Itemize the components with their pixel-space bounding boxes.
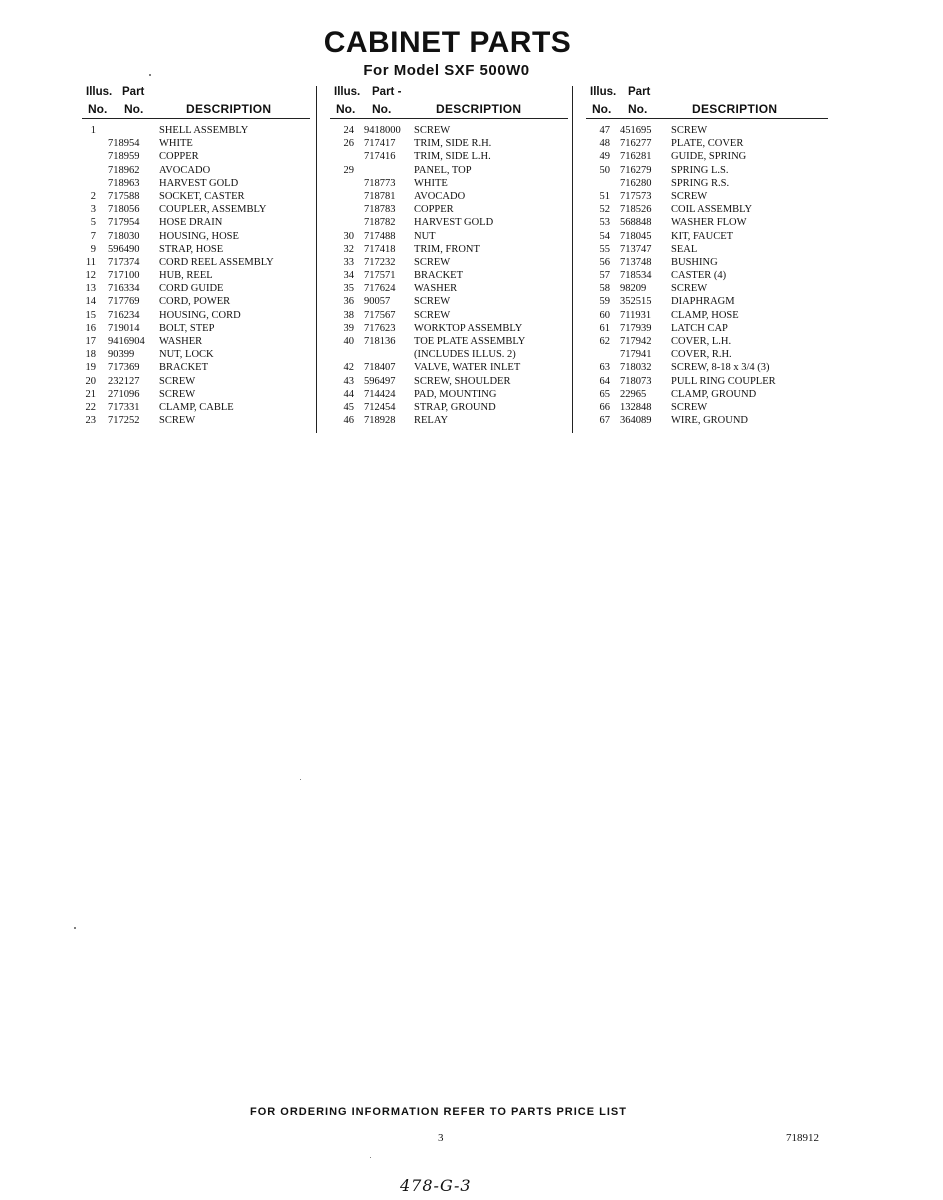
part-description: PLATE, COVER bbox=[671, 138, 744, 150]
part-description: SCREW bbox=[159, 388, 196, 400]
part-number: 713748 bbox=[620, 256, 652, 268]
part-description: BUSHING bbox=[671, 256, 718, 268]
illus-number: 57 bbox=[599, 270, 610, 282]
part-number: 717939 bbox=[620, 322, 652, 334]
part-number: 568848 bbox=[620, 217, 652, 229]
part-description: COVER, R.H. bbox=[671, 349, 732, 361]
part-description: TRIM, SIDE R.H. bbox=[414, 138, 492, 150]
part-description: NUT, LOCK bbox=[159, 349, 214, 361]
illus-number: 61 bbox=[599, 322, 610, 334]
part-number: 22965 bbox=[620, 388, 647, 400]
part-description: SCREW bbox=[414, 125, 451, 136]
illus-number: 16 bbox=[85, 322, 96, 334]
illus-number: 36 bbox=[343, 296, 354, 308]
handwritten-reference: 478-G-3 bbox=[400, 1176, 472, 1195]
illus-number: 26 bbox=[343, 138, 354, 150]
part-number: 713747 bbox=[620, 243, 652, 255]
part-description: WASHER bbox=[414, 283, 458, 295]
part-description: VALVE, WATER INLET bbox=[414, 362, 521, 374]
part-number: 711931 bbox=[620, 309, 652, 321]
part-number: 716277 bbox=[620, 138, 652, 150]
part-description: SPRING L.S. bbox=[671, 164, 729, 176]
part-number: 718962 bbox=[108, 164, 140, 176]
part-number: 717417 bbox=[364, 138, 396, 150]
illus-number: 56 bbox=[599, 256, 610, 268]
part-description: HOSE DRAIN bbox=[159, 217, 223, 229]
part-description: HARVEST GOLD bbox=[159, 177, 239, 189]
part-number: 718407 bbox=[364, 362, 396, 374]
part-number: 717623 bbox=[364, 322, 396, 334]
parts-column-1 bbox=[82, 84, 312, 427]
part-number: 718526 bbox=[620, 204, 652, 216]
illus-number: 18 bbox=[85, 349, 96, 361]
part-number: 596490 bbox=[108, 243, 140, 255]
part-number: 718963 bbox=[108, 177, 140, 189]
scan-speck bbox=[74, 927, 76, 929]
part-number: 90057 bbox=[364, 296, 391, 308]
part-label: Part bbox=[628, 86, 651, 98]
part-number: 719014 bbox=[108, 322, 140, 334]
illus-number: 7 bbox=[90, 230, 96, 242]
illus-number: 11 bbox=[85, 256, 96, 268]
illus-number: 47 bbox=[599, 125, 610, 136]
part-description: SCREW bbox=[414, 309, 451, 321]
description-label: DESCRIPTION bbox=[436, 102, 522, 116]
part-description: SEAL bbox=[671, 243, 698, 255]
illus-number: 62 bbox=[599, 336, 610, 347]
illus-number: 29 bbox=[343, 164, 354, 176]
part-description: TOE PLATE ASSEMBLY bbox=[414, 336, 526, 347]
illus-number: 55 bbox=[599, 243, 610, 255]
part-description: LATCH CAP bbox=[671, 322, 728, 334]
illus-number: 59 bbox=[599, 296, 610, 308]
part-description: SOCKET, CASTER bbox=[159, 190, 245, 202]
part-description: COIL ASSEMBLY bbox=[671, 204, 753, 216]
scan-speck bbox=[300, 779, 301, 780]
part-description: CASTER (4) bbox=[671, 270, 727, 282]
part-number: 718136 bbox=[364, 336, 396, 347]
column-header bbox=[586, 84, 831, 120]
illus-number: 38 bbox=[343, 309, 354, 321]
part-number: 717941 bbox=[620, 349, 652, 361]
part-description: HOUSING, HOSE bbox=[159, 230, 239, 242]
illus-number: 40 bbox=[343, 336, 354, 347]
part-description: WORKTOP ASSEMBLY bbox=[414, 322, 523, 334]
part-number: 718534 bbox=[620, 270, 652, 282]
part-number: 717252 bbox=[108, 415, 140, 427]
part-number: 717416 bbox=[364, 151, 396, 163]
part-number: 717571 bbox=[364, 270, 396, 282]
part-number: 717331 bbox=[108, 401, 140, 413]
part-description: CLAMP, CABLE bbox=[159, 401, 234, 413]
description-label: DESCRIPTION bbox=[692, 102, 778, 116]
part-label: Part bbox=[122, 86, 145, 98]
part-number: 716234 bbox=[108, 309, 140, 321]
part-description: CORD GUIDE bbox=[159, 283, 224, 295]
illus-number: 43 bbox=[343, 375, 354, 387]
part-number: 718045 bbox=[620, 230, 652, 242]
part-description: COPPER bbox=[159, 151, 199, 163]
part-description: AVOCADO bbox=[159, 164, 211, 176]
illus-number: 44 bbox=[343, 388, 354, 400]
part-description: SCREW bbox=[159, 415, 196, 427]
part-number: 352515 bbox=[620, 296, 652, 308]
parts-column-3 bbox=[586, 84, 831, 427]
header-rule bbox=[82, 118, 310, 119]
illus-number: 52 bbox=[599, 204, 610, 216]
illus-label: Illus. bbox=[86, 86, 113, 98]
illus-number: 53 bbox=[599, 217, 610, 229]
part-description: CLAMP, HOSE bbox=[671, 309, 739, 321]
part-number: 718782 bbox=[364, 217, 396, 229]
part-number: 716334 bbox=[108, 283, 140, 295]
part-description: WASHER bbox=[159, 336, 203, 347]
part-description: SCREW bbox=[414, 256, 451, 268]
part-number: 717588 bbox=[108, 190, 140, 202]
part-number: 271096 bbox=[108, 388, 140, 400]
part-description: SCREW bbox=[414, 296, 451, 308]
page-number: 3 bbox=[438, 1132, 444, 1144]
illus-number: 48 bbox=[599, 138, 610, 150]
illus-number: 12 bbox=[85, 270, 96, 282]
part-description: WASHER FLOW bbox=[671, 217, 747, 229]
illus-number: 30 bbox=[343, 230, 354, 242]
part-description: SCREW bbox=[671, 401, 708, 413]
part-number: 714424 bbox=[364, 388, 396, 400]
illus-number: 1 bbox=[90, 125, 96, 136]
illus-number: 23 bbox=[85, 415, 96, 427]
part-number: 717369 bbox=[108, 362, 140, 374]
part-number: 718928 bbox=[364, 415, 396, 427]
part-number: 718073 bbox=[620, 375, 652, 387]
part-number: 716280 bbox=[620, 177, 652, 189]
part-description: TRIM, FRONT bbox=[414, 243, 480, 255]
illus-number: 20 bbox=[85, 375, 96, 387]
part-description: WIRE, GROUND bbox=[671, 415, 748, 427]
page-title: CABINET PARTS bbox=[323, 26, 572, 59]
scan-speck bbox=[370, 1157, 371, 1158]
illus-no-label: No. bbox=[592, 102, 612, 116]
part-number: 232127 bbox=[108, 375, 140, 387]
illus-number: 35 bbox=[343, 283, 354, 295]
part-number: 718773 bbox=[364, 177, 396, 189]
illus-label: Illus. bbox=[590, 86, 617, 98]
part-description: CORD REEL ASSEMBLY bbox=[159, 256, 274, 268]
illus-number: 65 bbox=[599, 388, 610, 400]
part-description: AVOCADO bbox=[414, 190, 466, 202]
illus-label: Illus. bbox=[334, 86, 361, 98]
illus-no-label: No. bbox=[88, 102, 108, 116]
description-label: DESCRIPTION bbox=[186, 102, 272, 116]
part-number: 9416904 bbox=[108, 336, 145, 347]
part-no-label: No. bbox=[628, 102, 648, 116]
part-description: PANEL, TOP bbox=[414, 164, 472, 176]
part-number: 451695 bbox=[620, 125, 652, 136]
part-number: 717942 bbox=[620, 336, 652, 347]
part-number: 718032 bbox=[620, 362, 652, 374]
header-rule bbox=[586, 118, 828, 119]
part-description: SCREW, SHOULDER bbox=[414, 375, 511, 387]
part-description: PAD, MOUNTING bbox=[414, 388, 497, 400]
part-number: 718030 bbox=[108, 230, 140, 242]
illus-number: 46 bbox=[343, 415, 354, 427]
part-number: 718781 bbox=[364, 190, 396, 202]
part-description: STRAP, GROUND bbox=[414, 401, 496, 413]
illus-number: 58 bbox=[599, 283, 610, 295]
part-number: 716279 bbox=[620, 164, 652, 176]
part-description: (INCLUDES ILLUS. 2) bbox=[414, 349, 516, 361]
part-description: BRACKET bbox=[414, 270, 464, 282]
illus-number: 45 bbox=[343, 401, 354, 413]
illus-number: 32 bbox=[343, 243, 354, 255]
illus-number: 42 bbox=[343, 362, 354, 374]
part-number: 717573 bbox=[620, 190, 652, 202]
part-number: 717769 bbox=[108, 296, 140, 308]
illus-number: 3 bbox=[90, 204, 96, 216]
illus-number: 9 bbox=[90, 243, 96, 255]
illus-number: 54 bbox=[599, 230, 610, 242]
illus-number: 19 bbox=[85, 362, 96, 374]
part-number: 717232 bbox=[364, 256, 396, 268]
part-number: 98209 bbox=[620, 283, 647, 295]
part-number: 717567 bbox=[364, 309, 396, 321]
part-description: SCREW bbox=[671, 125, 708, 136]
header-rule bbox=[330, 118, 568, 119]
part-description: GUIDE, SPRING bbox=[671, 151, 747, 163]
part-description: COPPER bbox=[414, 204, 454, 216]
part-no-label: No. bbox=[124, 102, 144, 116]
part-description: SCREW bbox=[159, 375, 196, 387]
part-number: 716281 bbox=[620, 151, 652, 163]
part-description: KIT, FAUCET bbox=[671, 230, 734, 242]
illus-number: 51 bbox=[599, 190, 610, 202]
part-description: HUB, REEL bbox=[159, 270, 213, 282]
illus-number: 39 bbox=[343, 322, 354, 334]
part-description: RELAY bbox=[414, 415, 449, 427]
illus-number: 21 bbox=[85, 388, 96, 400]
column-header bbox=[330, 84, 570, 120]
part-description: SCREW bbox=[671, 283, 708, 295]
ordering-note: FOR ORDERING INFORMATION REFER TO PARTS PRICE LIST bbox=[250, 1106, 627, 1118]
column-header bbox=[82, 84, 312, 120]
part-description: TRIM, SIDE L.H. bbox=[414, 151, 491, 163]
document-number: 718912 bbox=[786, 1132, 819, 1144]
part-no-label: No. bbox=[372, 102, 392, 116]
illus-number: 14 bbox=[85, 296, 96, 308]
part-description: COVER, L.H. bbox=[671, 336, 732, 347]
illus-number: 5 bbox=[90, 217, 96, 229]
column-divider bbox=[316, 86, 317, 433]
part-description: SCREW, 8-18 x 3/4 (3) bbox=[671, 362, 770, 374]
part-number: 718783 bbox=[364, 204, 396, 216]
part-description: HOUSING, CORD bbox=[159, 309, 241, 321]
illus-number: 64 bbox=[599, 375, 610, 387]
part-number: 712454 bbox=[364, 401, 396, 413]
illus-number: 49 bbox=[599, 151, 610, 163]
part-description: PULL RING COUPLER bbox=[671, 375, 776, 387]
illus-number: 33 bbox=[343, 256, 354, 268]
part-description: SCREW bbox=[671, 190, 708, 202]
part-number: 717374 bbox=[108, 256, 140, 268]
part-label: Part - bbox=[372, 86, 402, 98]
part-description: DIAPHRAGM bbox=[671, 296, 735, 308]
illus-number: 17 bbox=[85, 336, 96, 347]
part-number: 90399 bbox=[108, 349, 135, 361]
illus-number: 13 bbox=[85, 283, 96, 295]
illus-number: 63 bbox=[599, 362, 610, 374]
part-description: BRACKET bbox=[159, 362, 209, 374]
illus-number: 50 bbox=[599, 164, 610, 176]
part-number: 596497 bbox=[364, 375, 396, 387]
illus-number: 34 bbox=[343, 270, 354, 282]
model-subtitle: For Model SXF 500W0 bbox=[363, 62, 530, 79]
parts-column-2 bbox=[330, 84, 570, 427]
part-number: 718959 bbox=[108, 151, 140, 163]
illus-number: 2 bbox=[90, 190, 96, 202]
part-number: 717418 bbox=[364, 243, 396, 255]
part-number: 717624 bbox=[364, 283, 396, 295]
part-number: 9418000 bbox=[364, 125, 401, 136]
illus-number: 66 bbox=[599, 401, 610, 413]
illus-number: 22 bbox=[85, 401, 96, 413]
part-description: SHELL ASSEMBLY bbox=[159, 125, 249, 136]
part-description: WHITE bbox=[159, 138, 193, 150]
part-number: 717100 bbox=[108, 270, 140, 282]
scan-speck bbox=[149, 74, 151, 76]
part-description: SPRING R.S. bbox=[671, 177, 730, 189]
column-divider bbox=[572, 86, 573, 433]
part-description: WHITE bbox=[414, 177, 448, 189]
part-description: COUPLER, ASSEMBLY bbox=[159, 204, 267, 216]
part-description: BOLT, STEP bbox=[159, 322, 215, 334]
part-number: 717488 bbox=[364, 230, 396, 242]
part-number: 717954 bbox=[108, 217, 140, 229]
part-description: NUT bbox=[414, 230, 436, 242]
part-description: STRAP, HOSE bbox=[159, 243, 224, 255]
illus-number: 24 bbox=[343, 125, 354, 136]
illus-number: 67 bbox=[599, 415, 610, 427]
part-description: HARVEST GOLD bbox=[414, 217, 494, 229]
part-description: CLAMP, GROUND bbox=[671, 388, 757, 400]
illus-no-label: No. bbox=[336, 102, 356, 116]
illus-number: 15 bbox=[85, 309, 96, 321]
illus-number: 60 bbox=[599, 309, 610, 321]
part-number: 364089 bbox=[620, 415, 652, 427]
part-number: 718056 bbox=[108, 204, 140, 216]
part-description: CORD, POWER bbox=[159, 296, 231, 308]
part-number: 718954 bbox=[108, 138, 140, 150]
part-number: 132848 bbox=[620, 401, 652, 413]
